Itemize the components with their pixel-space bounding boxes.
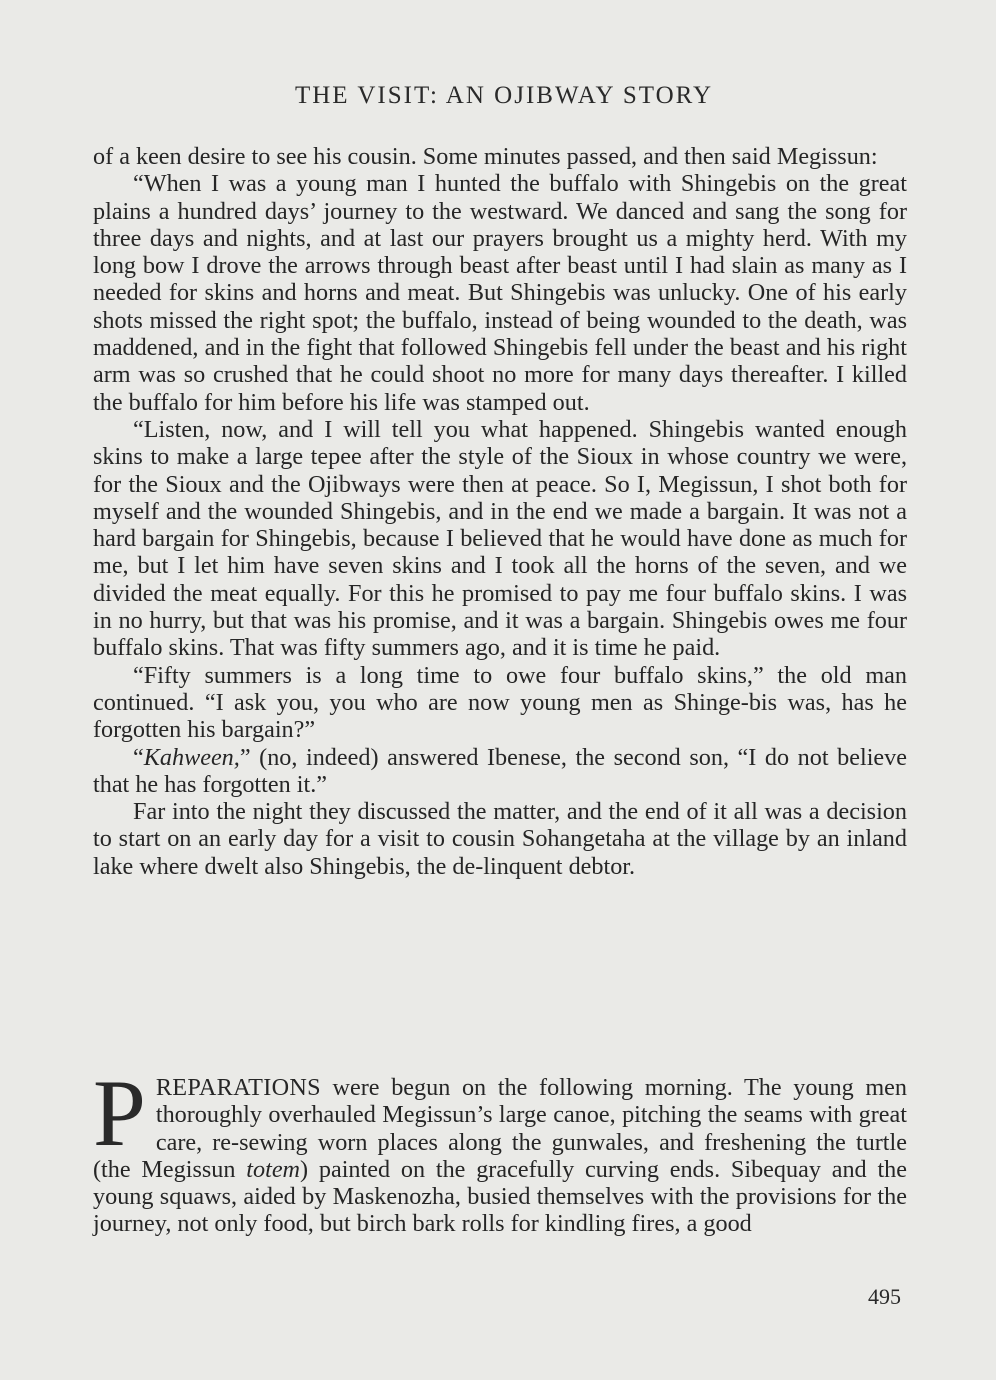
- section-text-1: were begun on the following morning. The young men thoroughly overhauled Megissun’s large canoe, pitching the seams with great care, re-sewing worn places along the gunwales, and freshening the turtle (the Megissun: [93, 1074, 907, 1183]
- paragraph-3: “Listen, now, and I will tell you what happened. Shingebis wanted enough skins to make a large tepee after the style of the Sioux in whose country we were, for the Sioux and the Ojibways were then at peace. So I, Megissun, I shot both for myself and the wounded Shingebis, and in the end we made a bargain. It was not a hard bargain for Shingebis, because I believed that he would have done as much for me, but I let him have seven skins and I took all the horns of the seven, and we divided the meat equally. For this he promised to pay me four buffalo skins. I was in no hurry, but that was his promise, and it was a bargain. Shingebis owes me four buffalo skins. That was fifty summers ago, and it is time he paid.: [93, 415, 907, 662]
- open-quote: “: [133, 743, 144, 771]
- paragraph-5-rest: ” (no, indeed) answered Ibenese, the second son, “I do not believe that he has forgotten it.”: [93, 743, 907, 798]
- body-text: [93, 143, 907, 880]
- paragraph-5: [93, 744, 907, 799]
- section-text-2: ) painted on the gracefully curving ends. Sibequay and the young squaws, aided by Maskenozha, busied themselves with the provisions for the journey, not only food, but birch bark rolls for kindling fires, a good: [93, 1155, 907, 1238]
- running-head-text: THE VISIT: AN OJIBWAY STORY: [294, 82, 714, 109]
- section-italic: totem: [246, 1155, 301, 1183]
- caps-lead: REPARATIONS: [155, 1074, 321, 1101]
- paragraph-1: of a keen desire to see his cousin. Some minutes passed, and then said Megissun:: [93, 143, 878, 170]
- section-paragraph: [93, 1060, 907, 1238]
- drop-cap: P: [93, 1060, 146, 1166]
- paragraph-2: “When I was a young man I hunted the buffalo with Shingebis on the great plains a hundred days’ journey to the westward. We danced and sang the song for three days and nights, and at last our prayers brought us a mighty herd. With my long bow I drove the arrows through beast after beast until I had slain as many as I needed for skins and horns and meat. But Shingebis was unlucky. One of his early shots missed the right spot; the buffalo, instead of being wounded to the death, was maddened, and in the fight that followed Shingebis fell under the beast and his right arm was so crushed that he could shoot no more for many days thereafter. I killed the buffalo for him before his life was stamped out.: [93, 170, 907, 416]
- italic-word: Kahween,: [143, 743, 240, 771]
- running-head: [0, 82, 996, 110]
- section-opening: [93, 1060, 907, 1238]
- page-number: 495: [868, 1284, 901, 1309]
- paragraph-6: Far into the night they discussed the matter, and the end of it all was a decision to start on an early day for a visit to cousin Sohangetaha at the village by an inland lake where dwelt also Shingebis, the de-linquent debtor.: [93, 798, 907, 880]
- paragraph-4: “Fifty summers is a long time to owe four buffalo skins,” the old man continued. “I ask you, you who are now young men as Shinge-bis was, has he forgotten his bargain?”: [93, 661, 907, 744]
